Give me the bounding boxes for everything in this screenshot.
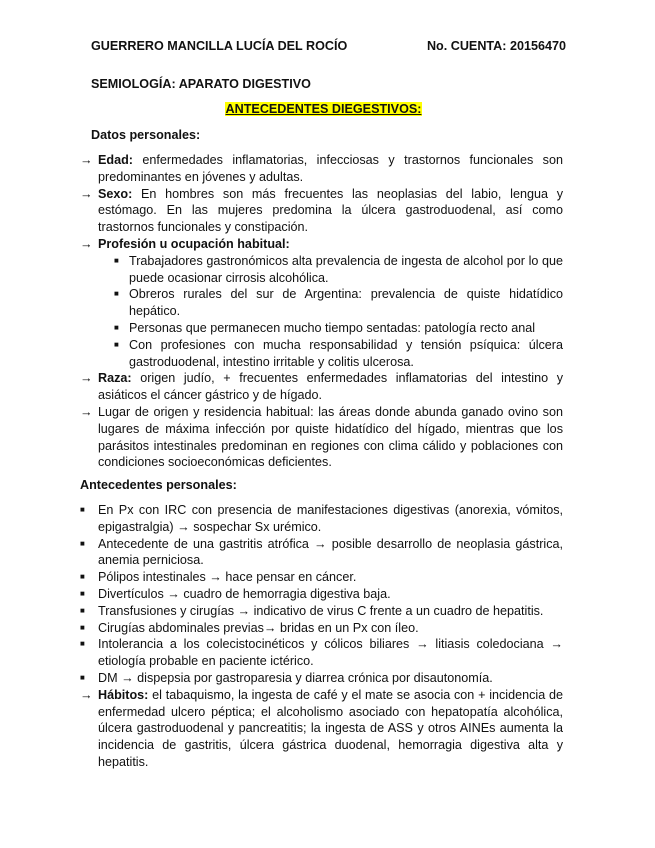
account-number: No. CUENTA: 20156470 [426, 39, 566, 53]
list-item-profesion [80, 236, 563, 253]
arrow-icon: → [80, 153, 93, 167]
antecedente-text: Divertículos → cuadro de hemorragia digestiva baja. [98, 586, 391, 601]
datos-personales-heading: Datos personales: [91, 128, 201, 142]
habitos-text: el tabaquismo, la ingesta de café y el mate se asocia con + incidencia de enfermedad ulcero péptica; [98, 687, 563, 719]
lugar-text: Lugar de origen y residencia habitual: las áreas donde abunda ganado ovino son lugares de máxima infección por quiste hidatídico del hígado, mientras que los parásitos intestinales predominan en regiones con clima cálido y poblaciones con condiciones socioeconómicas deficientes. [98, 404, 563, 470]
author-name: GUERRERO MANCILLA LUCÍA DEL ROCÍO [91, 39, 348, 53]
list-item [80, 502, 563, 536]
square-bullet-icon: ■ [80, 672, 85, 682]
list-item [80, 337, 563, 371]
arrow-icon: → [80, 236, 93, 251]
document-title: ANTECEDENTES DIEGESTIVOS: [225, 102, 422, 116]
list-item-lugar [80, 404, 563, 471]
list-item [80, 569, 563, 586]
list-item-sexo [80, 186, 563, 236]
list-item [80, 670, 563, 687]
arrow-icon: → [80, 371, 93, 386]
list-item-edad [80, 152, 563, 186]
profesion-sublist [80, 253, 563, 371]
profesion-item-text: Obreros rurales del sur de Argentina: prevalencia de quiste hidatídico hepático. [129, 287, 563, 319]
antecedente-text: Transfusiones y cirugías → indicativo de virus C frente a un cuadro de hepatitis. [98, 603, 544, 618]
antecedente-text: Antecedente de una gastritis atrófica → posible desarrollo de neoplasia gástrica, anemia perniciosa. [98, 536, 563, 568]
square-bullet-icon: ■ [114, 289, 119, 299]
habitos-label: Hábitos: [98, 687, 149, 702]
habitos-text-rest: el alcoholismo asociado con hepatopatía alcohólica, úlcera gastroduodenal y pancreatitis; la ingesta de ASS y otros AINEs aumenta la incidencia de gastritis, úlcera gástrica duodenal, hemorragia digestiva alta y hepatitis. [98, 704, 563, 769]
profesion-label: Profesión u ocupación habitual: [98, 236, 290, 251]
raza-text: origen judío, + frecuentes enfermedades inflamatorias del intestino y asiáticos el cáncer gástrico y de hígado. [98, 371, 563, 403]
list-item [80, 320, 563, 337]
list-item [80, 620, 563, 637]
square-bullet-icon: ■ [114, 339, 119, 349]
antecedente-text: En Px con IRC con presencia de manifestaciones digestivas (anorexia, vómitos, epigastralgia) → sospechar Sx urémico. [98, 503, 563, 534]
square-bullet-icon: ■ [80, 505, 85, 514]
header-line [91, 38, 566, 55]
arrow-icon: → [80, 186, 93, 201]
antecedente-text: Intolerancia a los colecistocinéticos y cólicos biliares → litiasis coledociana → etiología probable en paciente ictérico. [98, 637, 563, 669]
title-wrap [0, 101, 655, 118]
antecedente-text: Cirugías abdominales previas→ bridas en un Px con íleo. [98, 620, 419, 635]
list-item-habitos [80, 687, 563, 771]
edad-label: Edad: [98, 153, 133, 167]
sexo-text: En hombres son más frecuentes las neoplasias del labio, lengua y estómago. En las mujeres predomina la úlcera gastroduodenal, así como trastornos funcionales y constipación. [98, 186, 563, 235]
profesion-item-text: Personas que permanecen mucho tiempo sentadas: patología recto anal [129, 320, 536, 335]
square-bullet-icon: ■ [80, 588, 85, 598]
list-item [80, 536, 563, 570]
square-bullet-icon: ■ [80, 622, 85, 632]
sexo-label: Sexo: [98, 186, 133, 201]
square-bullet-icon: ■ [80, 538, 85, 548]
list-item-raza [80, 370, 563, 404]
profesion-item-text: Con profesiones con mucha responsabilidad y tensión psíquica: úlcera gastroduodenal, intestino irritable y colitis ulcerosa. [129, 337, 563, 369]
datos-personales-list [80, 152, 563, 471]
list-item [80, 586, 563, 603]
profesion-item-text: Trabajadores gastronómicos alta prevalencia de ingesta de alcohol por lo que puede ocasionar cirrosis alcohólica. [129, 253, 563, 285]
raza-label: Raza: [98, 371, 132, 386]
list-item [80, 636, 563, 670]
arrow-icon: → [80, 687, 93, 702]
list-item [80, 286, 563, 320]
list-item [80, 603, 563, 620]
square-bullet-icon: ■ [80, 639, 85, 649]
subject-title: SEMIOLOGÍA: APARATO DIGESTIVO [91, 77, 311, 91]
square-bullet-icon: ■ [114, 322, 119, 332]
square-bullet-icon: ■ [114, 255, 119, 265]
list-item [80, 253, 563, 287]
edad-text: enfermedades inflamatorias, infecciosas y trastornos funcionales son predominantes en jóvenes y adultas. [98, 153, 563, 184]
antecedente-text: DM → dispepsia por gastroparesia y diarrea crónica por disautonomía. [98, 670, 493, 685]
arrow-icon: → [80, 404, 93, 419]
square-bullet-icon: ■ [80, 605, 85, 615]
antecedentes-personales-heading: Antecedentes personales: [80, 478, 237, 492]
square-bullet-icon: ■ [80, 572, 85, 582]
antecedentes-personales-list [80, 502, 563, 771]
antecedente-text: Pólipos intestinales → hace pensar en cáncer. [98, 570, 357, 585]
